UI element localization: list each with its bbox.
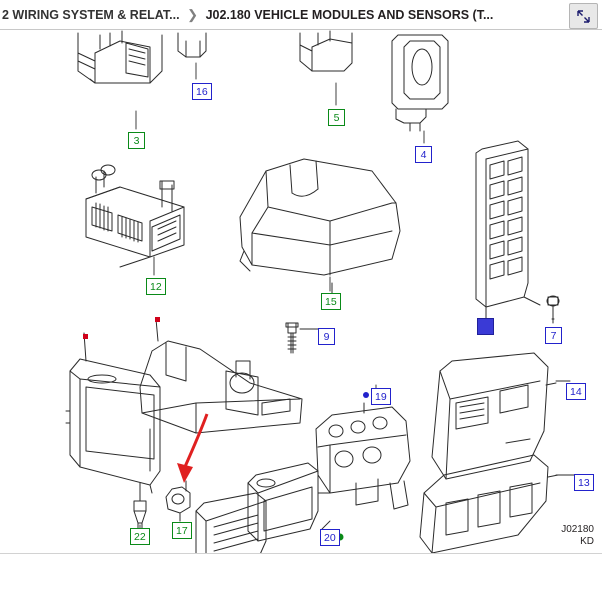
part-16-shape — [178, 33, 206, 57]
part-left-ecu-shape — [66, 319, 160, 493]
part-7-8-shape — [476, 141, 559, 319]
callout-22[interactable]: 22 — [130, 528, 150, 545]
callout-17[interactable]: 17 — [172, 522, 192, 539]
callout-20[interactable]: 20 — [320, 529, 340, 546]
breadcrumb-separator-icon: ❯ — [187, 6, 199, 22]
callout-12[interactable]: 12 — [146, 278, 166, 295]
red-arrow-annotation — [177, 414, 207, 483]
callout-9[interactable]: 9 — [318, 328, 335, 345]
part-22-shape — [134, 483, 146, 529]
callout-5[interactable]: 5 — [328, 109, 345, 126]
part-3-shape — [78, 31, 162, 83]
callout-3[interactable]: 3 — [128, 132, 145, 149]
callout-14[interactable]: 14 — [566, 383, 586, 400]
part-17-shape — [166, 481, 190, 521]
callout-15[interactable]: 15 — [321, 293, 341, 310]
red-square-marker-right — [155, 317, 160, 322]
part-code-number: J02180 — [561, 524, 594, 535]
bracket-shape — [140, 341, 302, 471]
blue-dot-marker — [363, 392, 369, 398]
callout-16[interactable]: 16 — [192, 83, 212, 100]
breadcrumb-header — [0, 0, 602, 30]
collapse-arrows-icon — [576, 9, 591, 24]
part-15-shape — [240, 159, 400, 293]
part-12-shape — [86, 165, 184, 267]
collapse-button[interactable] — [569, 3, 598, 29]
part-14-shape — [432, 353, 556, 479]
part-20-shape — [248, 463, 330, 541]
diagram-canvas[interactable] — [0, 31, 602, 551]
part-code — [561, 524, 594, 548]
callout-13[interactable]: 13 — [574, 474, 594, 491]
red-square-marker-left — [83, 334, 88, 339]
callout-19[interactable]: 19 — [371, 388, 391, 405]
breadcrumb-item-previous[interactable]: 2 WIRING SYSTEM & RELAT... — [2, 7, 180, 22]
diagram-linework — [0, 31, 602, 551]
part-4-shape — [392, 35, 448, 131]
part-9-shape — [286, 323, 318, 353]
part-5-shape — [300, 31, 352, 71]
callout-8-selected[interactable] — [477, 318, 494, 335]
callout-7[interactable]: 7 — [545, 327, 562, 344]
callout-4[interactable]: 4 — [415, 146, 432, 163]
breadcrumb-item-current[interactable]: J02.180 VEHICLE MODULES AND SENSORS (T... — [205, 7, 494, 22]
footer-bar — [0, 554, 602, 590]
part-code-suffix: KD — [580, 536, 594, 547]
